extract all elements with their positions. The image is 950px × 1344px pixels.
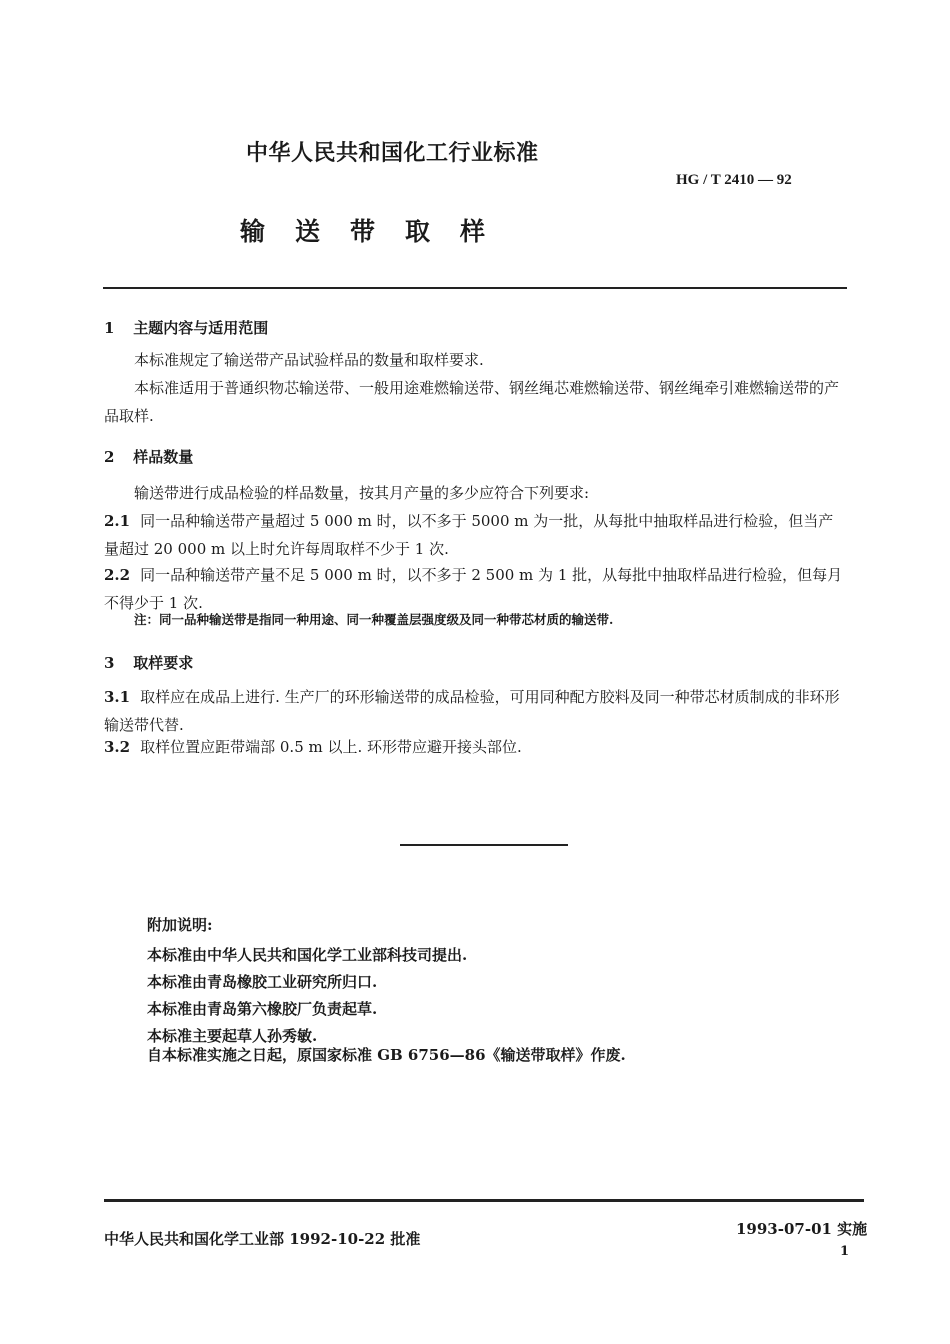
section-1-number: 1 bbox=[104, 319, 115, 337]
item-2-2-number: 2.2 bbox=[104, 566, 131, 584]
section-2-note: 注：同一品种输送带是指同一种用途、同一种覆盖层强度级及同一种带芯材质的输送带. bbox=[134, 612, 614, 627]
section-3-item-1 bbox=[104, 683, 844, 739]
section-2-title: 样品数量 bbox=[133, 448, 194, 466]
section-2-heading bbox=[104, 446, 193, 467]
item-3-2-number: 3.2 bbox=[104, 738, 131, 756]
section-3-title: 取样要求 bbox=[133, 654, 194, 672]
standard-code: HG / T 2410 — 92 bbox=[676, 172, 792, 188]
additional-notes-title: 附加说明: bbox=[147, 916, 213, 934]
section-1-heading bbox=[104, 317, 268, 338]
section-3-item-2 bbox=[104, 733, 844, 761]
section-3-heading bbox=[104, 652, 193, 673]
item-2-1-text: 同一品种输送带产量超过 5 000 m 时，以不多于 5000 m 为一批，从每批中抽取样品进行检验，但当产量超过 20 000 m 以上时允许每周取样不少于 1 次. bbox=[104, 512, 834, 558]
section-1-title: 主题内容与适用范围 bbox=[133, 319, 269, 337]
section-2-item-2 bbox=[104, 561, 844, 617]
additional-note-line: 本标准主要起草人孙秀敏. bbox=[147, 1027, 318, 1045]
section-2-number: 2 bbox=[104, 448, 115, 466]
footer-divider bbox=[104, 1199, 864, 1202]
item-2-2-text: 同一品种输送带产量不足 5 000 m 时，以不多于 2 500 m 为 1 批，从每批中抽取样品进行检验，但每月不得少于 1 次. bbox=[104, 566, 843, 612]
additional-note-line: 本标准由青岛第六橡胶厂负责起草. bbox=[147, 1000, 378, 1018]
section-2-item-1 bbox=[104, 507, 844, 563]
approval-line: 中华人民共和国化学工业部 1992-10-22 批准 bbox=[104, 1230, 421, 1248]
additional-note-line: 本标准由中华人民共和国化学工业部科技司提出. bbox=[147, 946, 468, 964]
item-3-2-text: 取样位置应距带端部 0.5 m 以上. 环形带应避开接头部位. bbox=[140, 738, 522, 756]
issuing-org-header: 中华人民共和国化工行业标准 bbox=[246, 140, 539, 166]
section-3-number: 3 bbox=[104, 654, 115, 672]
item-3-1-text: 取样应在成品上进行. 生产厂的环形输送带的成品检验，可用同种配方胶料及同一种带芯材质制成的非环形输送带代替. bbox=[104, 688, 840, 734]
section-1-para-1: 本标准规定了输送带产品试验样品的数量和取样要求. bbox=[134, 351, 484, 369]
document-title: 输送带取样 bbox=[240, 217, 516, 246]
section-2-intro: 输送带进行成品检验的样品数量，按其月产量的多少应符合下列要求: bbox=[134, 484, 590, 502]
implementation-date: 1993-07-01 实施 bbox=[736, 1220, 868, 1238]
section-1-para-2: 本标准适用于普通织物芯输送带、一般用途难燃输送带、钢丝绳芯难燃输送带、钢丝绳牵引难燃输送带的产品取样. bbox=[104, 379, 840, 425]
page-number: 1 bbox=[840, 1244, 850, 1259]
item-3-1-number: 3.1 bbox=[104, 688, 131, 706]
additional-note-line: 本标准由青岛橡胶工业研究所归口. bbox=[147, 973, 378, 991]
end-divider bbox=[400, 844, 568, 846]
item-2-1-number: 2.1 bbox=[104, 512, 131, 530]
top-divider bbox=[103, 287, 847, 289]
additional-note-line: 自本标准实施之日起，原国家标准 GB 6756—86《输送带取样》作废. bbox=[147, 1046, 626, 1064]
